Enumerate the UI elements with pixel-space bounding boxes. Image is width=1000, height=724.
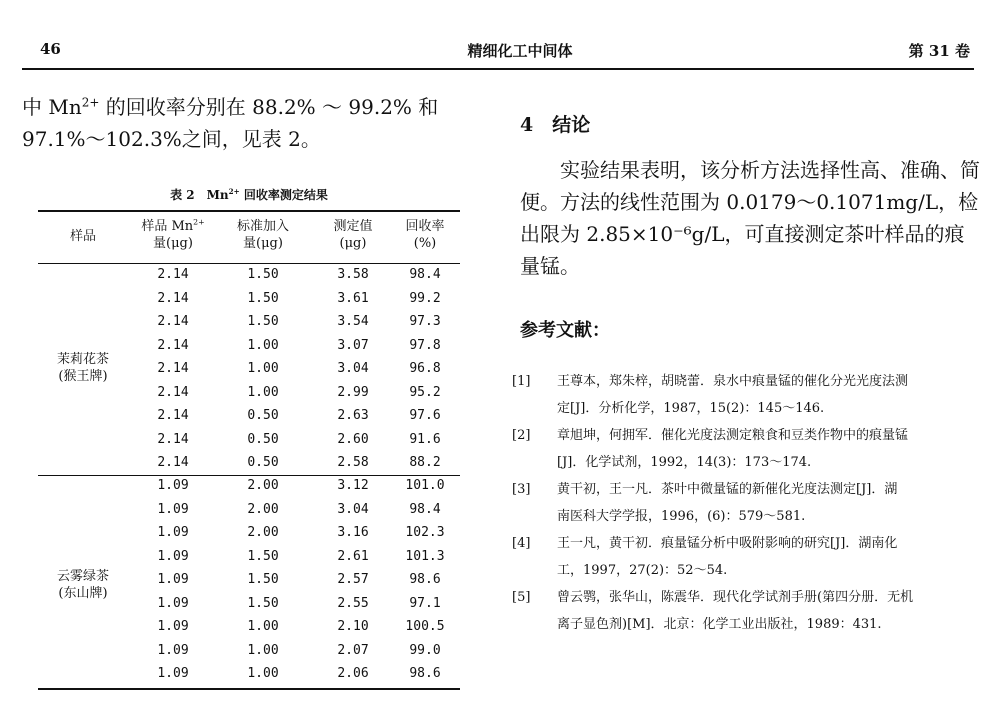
- table-cell: 2.14: [157, 337, 189, 353]
- table-cell: 3.04: [337, 501, 369, 517]
- table-cell: 3.04: [337, 361, 369, 376]
- group-name-1: 茉莉花茶 (猴王牌): [56, 352, 109, 384]
- table-cell: 91.6: [409, 431, 441, 447]
- volume-label: 第 31 卷: [908, 42, 970, 60]
- header-rule: [22, 68, 974, 70]
- header-std-added: 标准加入 量(μg): [236, 219, 289, 251]
- table-header-rule: [38, 263, 460, 264]
- reference-line: [J]．化学试剂，1992，14(3)：173～174.: [557, 455, 812, 470]
- table-cell: 0.50: [247, 455, 279, 470]
- group-name-2: 云雾绿茶 (东山牌): [56, 569, 109, 601]
- table-cell: 2.61: [337, 548, 369, 564]
- table-cell: 1.09: [157, 548, 189, 564]
- table-cell: 1.00: [247, 337, 279, 353]
- header-recovery: 回收率 (%): [405, 219, 445, 251]
- table-cell: 98.4: [409, 267, 441, 282]
- journal-title: 精细化工中间体: [467, 42, 573, 60]
- table-cell: 88.2: [409, 455, 441, 470]
- reference-line: 黄干初，王一凡．茶叶中微量锰的新催化光度法测定[J]．湖: [557, 482, 898, 497]
- table-cell: 1.00: [247, 666, 279, 681]
- reference-item: [512, 584, 974, 638]
- table-top-rule: [38, 210, 460, 212]
- table-cell: 0.50: [247, 408, 279, 423]
- table-cell: 101.3: [405, 548, 445, 564]
- table-cell: 102.3: [405, 525, 445, 540]
- reference-line: 章旭坤，何拥军．催化光度法测定粮食和豆类作物中的痕量锰: [557, 428, 909, 443]
- table-cell: 0.50: [247, 431, 279, 447]
- table-cell: 1.50: [247, 267, 279, 282]
- table-cell: 1.50: [247, 290, 279, 306]
- table-cell: 2.06: [337, 666, 369, 681]
- table-cell: 1.50: [247, 314, 279, 329]
- table-cell: 97.3: [409, 314, 441, 329]
- table-cell: 2.60: [337, 431, 369, 447]
- table-cell: 1.50: [247, 548, 279, 564]
- table-cell: 2.00: [247, 501, 279, 517]
- conclusion-line-1: 实验结果表明，该分析方法选择性高、准确、简: [560, 158, 980, 182]
- table-cell: 2.07: [337, 642, 369, 658]
- table-cell: 1.00: [247, 361, 279, 376]
- table-cell: 1.09: [157, 666, 189, 681]
- table-cell: 97.8: [409, 337, 441, 353]
- table-cell: 1.00: [247, 642, 279, 658]
- reference-number: [1]: [512, 374, 531, 389]
- reference-line: 曾云鹗，张华山，陈震华．现代化学试剂手册(第四分册．无机: [557, 590, 914, 605]
- conclusion-line-2: 便。方法的线性范围为 0.0179～0.1071mg/L，检: [520, 190, 979, 214]
- table-bottom-rule: [38, 688, 460, 690]
- conclusion-line-3: 出限为 2.85×10⁻⁶g/L，可直接测定茶叶样品的痕: [520, 222, 965, 246]
- references-heading: 参考文献：: [520, 320, 610, 341]
- table-cell: 2.00: [247, 478, 279, 493]
- conclusion-line-4: 量锰。: [520, 254, 580, 278]
- table-cell: 2.57: [337, 572, 369, 587]
- left-paragraph-line-2: 97.1%～102.3%之间，见表 2。: [22, 127, 321, 151]
- left-paragraph-line-1: 中 $Mn^{2+}$ 的回收率分别在 88.2% ～ 99.2% 和: [22, 95, 439, 119]
- table-cell: 3.58: [337, 267, 369, 282]
- left-paragraph: [22, 91, 492, 155]
- reference-number: [5]: [512, 590, 531, 605]
- header-measured: 测定值 (μg): [333, 219, 373, 251]
- table-cell: 98.6: [409, 666, 441, 681]
- table-cell: 2.63: [337, 408, 369, 423]
- table-caption: 表 2 $Mn^{2+}$ 回收率测定结果: [170, 187, 328, 202]
- reference-line: 离子显色剂)[M]．北京：化学工业出版社，1989：431.: [557, 617, 882, 632]
- reference-line: 王一凡，黄干初．痕量锰分析中吸附影响的研究[J]．湖南化: [557, 536, 898, 551]
- table-cell: 1.09: [157, 525, 189, 540]
- table-cell: 99.0: [409, 642, 441, 658]
- reference-item: [512, 530, 974, 584]
- reference-number: [4]: [512, 536, 531, 551]
- page-number: 46: [40, 40, 61, 58]
- table-cell: 3.54: [337, 314, 369, 329]
- table-cell: 2.55: [337, 595, 369, 611]
- reference-line: 定[J]．分析化学，1987，15(2)：145～146.: [557, 401, 825, 416]
- table-cell: 2.14: [157, 267, 189, 282]
- table-cell: 1.09: [157, 478, 189, 493]
- reference-line: 工，1997，27(2)：52～54.: [557, 563, 728, 578]
- table-cell: 96.8: [409, 361, 441, 376]
- table-cell: 2.58: [337, 455, 369, 470]
- table-cell: 3.12: [337, 478, 369, 493]
- table-cell: 99.2: [409, 290, 441, 306]
- reference-number: [3]: [512, 482, 531, 497]
- table-cell: 3.07: [337, 337, 369, 353]
- table-cell: 1.50: [247, 572, 279, 587]
- table-cell: 2.14: [157, 455, 189, 470]
- table-cell: 101.0: [405, 478, 445, 493]
- table-cell: 2.14: [157, 408, 189, 423]
- table-cell: 2.14: [157, 361, 189, 376]
- table-cell: 2.14: [157, 431, 189, 447]
- table-cell: 97.1: [409, 595, 441, 611]
- reference-item: [512, 368, 974, 422]
- reference-number: [2]: [512, 428, 531, 443]
- table-cell: 1.09: [157, 595, 189, 611]
- table-cell: 1.50: [247, 595, 279, 611]
- table-cell: 98.4: [409, 501, 441, 517]
- table-cell: 2.00: [247, 525, 279, 540]
- table-cell: 1.09: [157, 572, 189, 587]
- table-cell: 3.16: [337, 525, 369, 540]
- reference-line: 王尊本，郑朱梓，胡晓蕾．泉水中痕量锰的催化分光光度法测: [557, 374, 909, 389]
- table-group-rule: [38, 475, 460, 476]
- table-cell: 95.2: [409, 384, 441, 400]
- table-cell: 1.09: [157, 642, 189, 658]
- table-cell: 97.6: [409, 408, 441, 423]
- table-cell: 2.14: [157, 290, 189, 306]
- table-cell: 1.00: [247, 384, 279, 400]
- table-cell: 1.09: [157, 619, 189, 634]
- reference-item: [512, 422, 974, 476]
- table-cell: 1.09: [157, 501, 189, 517]
- reference-line: 南医科大学学报，1996，(6)：579～581.: [557, 509, 806, 524]
- table-cell: 100.5: [405, 619, 445, 634]
- table-cell: 3.61: [337, 290, 369, 306]
- reference-item: [512, 476, 974, 530]
- table-cell: 98.6: [409, 572, 441, 587]
- header-sample-mn: 样品 $Mn^{2+}$ 量(μg): [141, 217, 205, 251]
- table-cell: 2.14: [157, 384, 189, 400]
- table-cell: 1.00: [247, 619, 279, 634]
- table-cell: 2.99: [337, 384, 369, 400]
- table-cell: 2.14: [157, 314, 189, 329]
- table-cell: 2.10: [337, 619, 369, 634]
- header-sample: 样品: [69, 229, 96, 244]
- conclusion-paragraph: [520, 154, 980, 282]
- conclusion-heading: 4 结论: [520, 114, 591, 136]
